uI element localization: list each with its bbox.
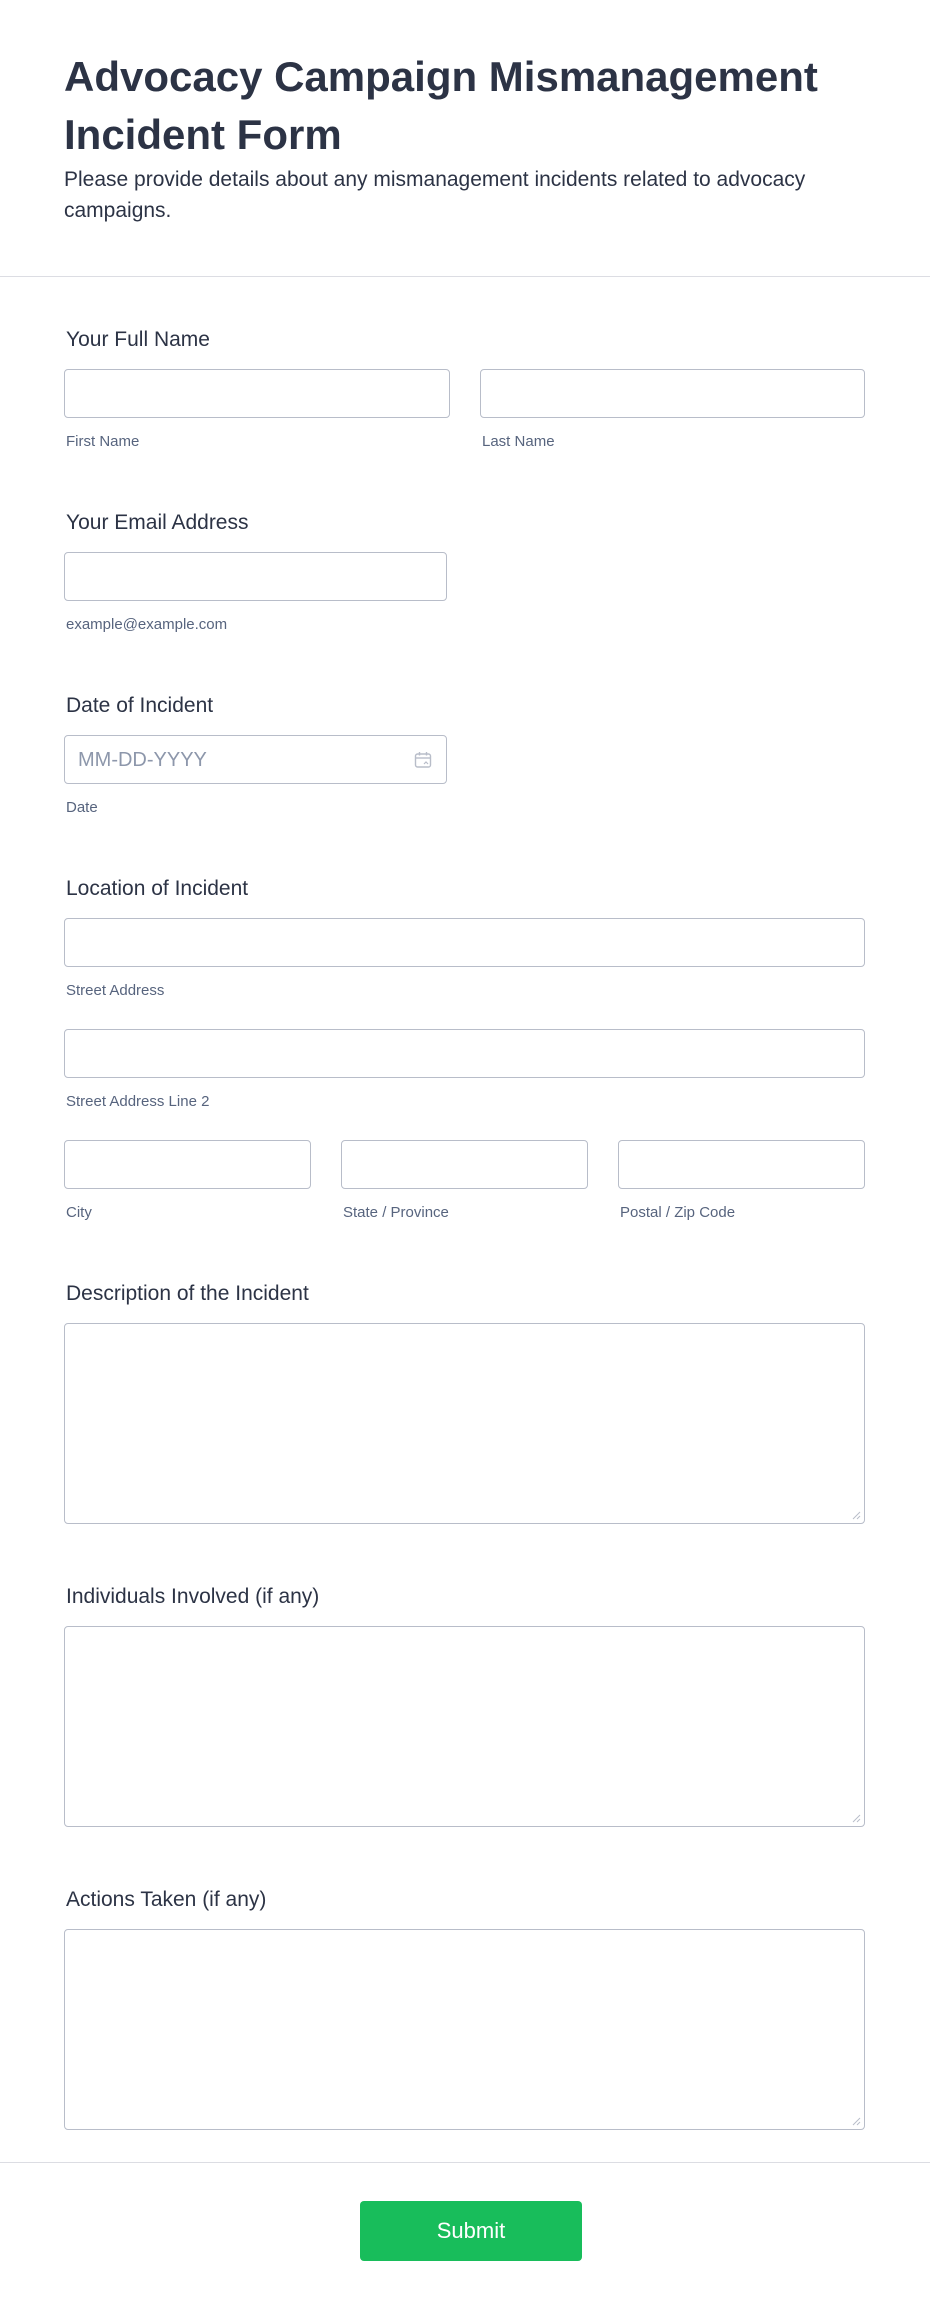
form-subtitle: Please provide details about any mismanagement incidents related to advocacy campaigns. [64, 168, 806, 222]
first-name-input[interactable] [64, 369, 450, 418]
form-title: Advocacy Campaign Mismanagement Incident Form [64, 53, 818, 158]
street-address-input[interactable] [64, 918, 865, 967]
street-address-line2-input[interactable] [64, 1029, 865, 1078]
resize-handle-icon[interactable] [852, 2117, 861, 2126]
first-name-sublabel: First Name [66, 433, 140, 450]
last-name-input[interactable] [480, 369, 865, 418]
location-label: Location of Incident [66, 877, 249, 900]
email-input[interactable] [64, 552, 447, 601]
date-sublabel: Date [66, 799, 98, 816]
last-name-sublabel: Last Name [482, 433, 555, 450]
form-header [0, 0, 930, 277]
email-sublabel: example@example.com [66, 616, 228, 633]
resize-handle-icon[interactable] [852, 1511, 861, 1520]
city-input[interactable] [64, 1140, 311, 1189]
city-sublabel: City [66, 1204, 92, 1221]
calendar-icon[interactable] [414, 751, 432, 769]
full-name-label: Your Full Name [66, 328, 210, 351]
date-input[interactable] [64, 735, 447, 784]
actions-textarea[interactable] [64, 1929, 865, 2130]
email-label: Your Email Address [66, 511, 249, 534]
individuals-label: Individuals Involved (if any) [66, 1585, 320, 1608]
postal-code-input[interactable] [618, 1140, 865, 1189]
resize-handle-icon[interactable] [852, 1814, 861, 1823]
actions-label: Actions Taken (if any) [66, 1888, 267, 1911]
street-address-sublabel: Street Address [66, 982, 165, 999]
date-placeholder: MM-DD-YYYY [78, 749, 207, 771]
submit-button[interactable]: Submit [360, 2201, 582, 2261]
date-label: Date of Incident [66, 694, 214, 717]
state-input[interactable] [341, 1140, 588, 1189]
description-label: Description of the Incident [66, 1282, 309, 1305]
postal-code-sublabel: Postal / Zip Code [620, 1204, 736, 1221]
individuals-textarea[interactable] [64, 1626, 865, 1827]
form-footer [0, 2162, 930, 2309]
street-address-line2-sublabel: Street Address Line 2 [66, 1093, 210, 1110]
description-textarea[interactable] [64, 1323, 865, 1524]
state-sublabel: State / Province [343, 1204, 449, 1221]
